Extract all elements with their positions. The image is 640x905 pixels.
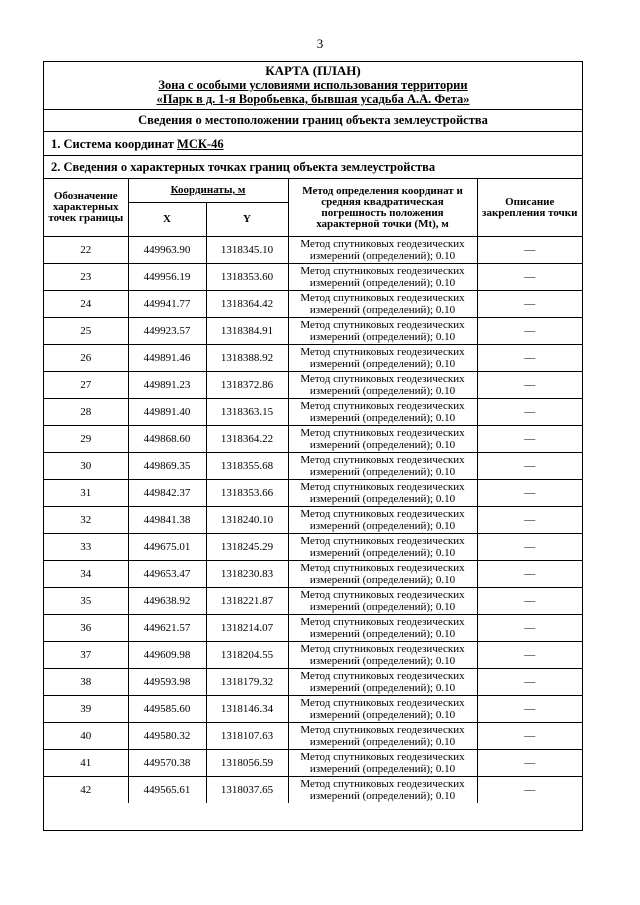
- table-row: [44, 399, 582, 426]
- cell-method: [288, 372, 477, 399]
- cell-point-id: 40: [44, 723, 128, 750]
- method-line-2: измерений (определений); 0.10: [309, 439, 456, 451]
- method-line-1: Метод спутниковых геодезических: [300, 319, 465, 331]
- method-line-1: Метод спутниковых геодезических: [300, 643, 465, 655]
- cell-y: 1318037.65: [206, 777, 288, 804]
- table-body: [44, 237, 582, 804]
- table-row: [44, 426, 582, 453]
- cell-method: [288, 534, 477, 561]
- method-line-2: измерений (определений); 0.10: [309, 709, 456, 721]
- cell-y: 1318214.07: [206, 615, 288, 642]
- cell-x: 449891.23: [128, 372, 206, 399]
- cell-point-id: 33: [44, 534, 128, 561]
- table-row: [44, 318, 582, 345]
- table-row: [44, 696, 582, 723]
- cell-method: [288, 615, 477, 642]
- cell-point-id: 26: [44, 345, 128, 372]
- cell-y: 1318179.32: [206, 669, 288, 696]
- cell-y: 1318107.63: [206, 723, 288, 750]
- cell-method: [288, 318, 477, 345]
- cell-x: 449675.01: [128, 534, 206, 561]
- method-line-1: Метод спутниковых геодезических: [300, 373, 465, 385]
- cell-x: 449869.35: [128, 453, 206, 480]
- method-line-2: измерений (определений); 0.10: [309, 250, 456, 262]
- cell-method: [288, 507, 477, 534]
- method-line-2: измерений (определений); 0.10: [309, 304, 456, 316]
- cell-mark: —: [477, 507, 582, 534]
- cell-method: [288, 345, 477, 372]
- table-row: [44, 723, 582, 750]
- method-line-2: измерений (определений); 0.10: [309, 601, 456, 613]
- method-line-1: Метод спутниковых геодезических: [300, 670, 465, 682]
- cell-y: 1318353.60: [206, 264, 288, 291]
- cell-mark: —: [477, 669, 582, 696]
- cell-mark: —: [477, 291, 582, 318]
- coord-system-label: 1. Система координат: [51, 137, 174, 151]
- cell-x: 449609.98: [128, 642, 206, 669]
- method-line-1: Метод спутниковых геодезических: [300, 724, 465, 736]
- cell-mark: —: [477, 615, 582, 642]
- method-line-1: Метод спутниковых геодезических: [300, 400, 465, 412]
- table-row: [44, 237, 582, 264]
- header-coordinates: Координаты, м: [128, 179, 288, 203]
- cell-method: [288, 669, 477, 696]
- method-line-2: измерений (определений); 0.10: [309, 790, 456, 802]
- cell-method: [288, 426, 477, 453]
- method-line-1: Метод спутниковых геодезических: [300, 562, 465, 574]
- coord-system-row: [44, 132, 582, 156]
- cell-method: [288, 642, 477, 669]
- cell-y: 1318353.66: [206, 480, 288, 507]
- cell-point-id: 41: [44, 750, 128, 777]
- cell-y: 1318355.68: [206, 453, 288, 480]
- header-method: Метод определения координат и средняя квадратическая погрешность положения характерной точки (Mt), м: [288, 179, 477, 237]
- cell-point-id: 36: [44, 615, 128, 642]
- method-line-2: измерений (определений); 0.10: [309, 493, 456, 505]
- cell-x: 449841.38: [128, 507, 206, 534]
- table-row: [44, 669, 582, 696]
- cell-mark: —: [477, 777, 582, 804]
- cell-point-id: 31: [44, 480, 128, 507]
- method-line-2: измерений (определений); 0.10: [309, 655, 456, 667]
- cell-point-id: 22: [44, 237, 128, 264]
- table-row: [44, 561, 582, 588]
- cell-mark: —: [477, 399, 582, 426]
- cell-point-id: 28: [44, 399, 128, 426]
- cell-x: 449842.37: [128, 480, 206, 507]
- cell-x: 449923.57: [128, 318, 206, 345]
- cell-x: 449941.77: [128, 291, 206, 318]
- cell-y: 1318363.15: [206, 399, 288, 426]
- cell-point-id: 34: [44, 561, 128, 588]
- cell-point-id: 30: [44, 453, 128, 480]
- cell-method: [288, 588, 477, 615]
- cell-mark: —: [477, 345, 582, 372]
- cell-y: 1318388.92: [206, 345, 288, 372]
- cell-point-id: 35: [44, 588, 128, 615]
- header-designation: Обозначение характерных точек границы: [44, 179, 128, 237]
- cell-method: [288, 750, 477, 777]
- cell-x: 449868.60: [128, 426, 206, 453]
- cell-point-id: 32: [44, 507, 128, 534]
- method-line-2: измерений (определений); 0.10: [309, 331, 456, 343]
- table-row: [44, 507, 582, 534]
- document-title: КАРТА (ПЛАН): [265, 63, 361, 78]
- cell-method: [288, 237, 477, 264]
- method-line-1: Метод спутниковых геодезических: [300, 589, 465, 601]
- cell-point-id: 24: [44, 291, 128, 318]
- method-line-1: Метод спутниковых геодезических: [300, 454, 465, 466]
- boundary-points-table: [44, 178, 582, 803]
- method-line-1: Метод спутниковых геодезических: [300, 481, 465, 493]
- cell-mark: —: [477, 426, 582, 453]
- method-line-1: Метод спутниковых геодезических: [300, 751, 465, 763]
- table-row: [44, 615, 582, 642]
- header-description: Описание закрепления точки: [477, 179, 582, 237]
- cell-mark: —: [477, 696, 582, 723]
- title-block: [44, 62, 582, 110]
- method-line-1: Метод спутниковых геодезических: [300, 508, 465, 520]
- cell-method: [288, 291, 477, 318]
- cell-y: 1318245.29: [206, 534, 288, 561]
- coord-system-value: МСК-46: [177, 137, 224, 151]
- cell-mark: —: [477, 480, 582, 507]
- cell-mark: —: [477, 318, 582, 345]
- cell-y: 1318056.59: [206, 750, 288, 777]
- cell-y: 1318230.83: [206, 561, 288, 588]
- cell-point-id: 37: [44, 642, 128, 669]
- cell-method: [288, 696, 477, 723]
- points-section-heading: 2. Сведения о характерных точках границ объекта землеустройства: [51, 160, 436, 174]
- cell-x: 449956.19: [128, 264, 206, 291]
- cell-mark: —: [477, 237, 582, 264]
- cell-mark: —: [477, 588, 582, 615]
- table-row: [44, 777, 582, 804]
- table-row: [44, 588, 582, 615]
- cell-x: 449570.38: [128, 750, 206, 777]
- method-line-1: Метод спутниковых геодезических: [300, 427, 465, 439]
- table-row: [44, 291, 582, 318]
- method-line-1: Метод спутниковых геодезических: [300, 778, 465, 790]
- cell-mark: —: [477, 372, 582, 399]
- method-line-2: измерений (определений); 0.10: [309, 682, 456, 694]
- cell-point-id: 38: [44, 669, 128, 696]
- cell-x: 449891.40: [128, 399, 206, 426]
- method-line-2: измерений (определений); 0.10: [309, 547, 456, 559]
- cell-x: 449653.47: [128, 561, 206, 588]
- method-line-1: Метод спутниковых геодезических: [300, 535, 465, 547]
- table-row: [44, 264, 582, 291]
- cell-method: [288, 453, 477, 480]
- method-line-2: измерений (определений); 0.10: [309, 466, 456, 478]
- cell-x: 449580.32: [128, 723, 206, 750]
- section-info-heading: Сведения о местоположении границ объекта землеустройства: [44, 110, 582, 132]
- cell-y: 1318221.87: [206, 588, 288, 615]
- cell-point-id: 29: [44, 426, 128, 453]
- cell-mark: —: [477, 750, 582, 777]
- table-row: [44, 480, 582, 507]
- header-y: Y: [206, 203, 288, 237]
- table-row: [44, 534, 582, 561]
- cell-point-id: 42: [44, 777, 128, 804]
- method-line-1: Метод спутниковых геодезических: [300, 265, 465, 277]
- method-line-1: Метод спутниковых геодезических: [300, 346, 465, 358]
- method-line-2: измерений (определений); 0.10: [309, 385, 456, 397]
- cell-y: 1318364.22: [206, 426, 288, 453]
- method-line-2: измерений (определений); 0.10: [309, 736, 456, 748]
- cell-y: 1318204.55: [206, 642, 288, 669]
- cell-method: [288, 561, 477, 588]
- method-line-1: Метод спутниковых геодезических: [300, 616, 465, 628]
- table-row: [44, 345, 582, 372]
- cell-y: 1318240.10: [206, 507, 288, 534]
- method-line-1: Метод спутниковых геодезических: [300, 697, 465, 709]
- cell-mark: —: [477, 264, 582, 291]
- cell-x: 449621.57: [128, 615, 206, 642]
- cell-method: [288, 777, 477, 804]
- method-line-2: измерений (определений); 0.10: [309, 277, 456, 289]
- method-line-2: измерений (определений); 0.10: [309, 520, 456, 532]
- cell-method: [288, 264, 477, 291]
- cell-y: 1318345.10: [206, 237, 288, 264]
- cell-method: [288, 723, 477, 750]
- document-subtitle-object: «Парк в д. 1-я Воробьевка, бывшая усадьба А.А. Фета»: [156, 92, 470, 106]
- cell-x: 449585.60: [128, 696, 206, 723]
- cell-point-id: 39: [44, 696, 128, 723]
- cell-y: 1318384.91: [206, 318, 288, 345]
- document-subtitle-zone: Зона с особыми условиями использования территории: [158, 78, 468, 92]
- cell-x: 449963.90: [128, 237, 206, 264]
- cell-mark: —: [477, 534, 582, 561]
- table-row: [44, 642, 582, 669]
- document-sheet: [43, 61, 583, 831]
- cell-mark: —: [477, 642, 582, 669]
- cell-mark: —: [477, 453, 582, 480]
- cell-x: 449638.92: [128, 588, 206, 615]
- table-row: [44, 372, 582, 399]
- cell-method: [288, 399, 477, 426]
- cell-x: 449565.61: [128, 777, 206, 804]
- method-line-1: Метод спутниковых геодезических: [300, 292, 465, 304]
- method-line-2: измерений (определений); 0.10: [309, 358, 456, 370]
- method-line-1: Метод спутниковых геодезических: [300, 238, 465, 250]
- cell-x: 449593.98: [128, 669, 206, 696]
- method-line-2: измерений (определений); 0.10: [309, 574, 456, 586]
- cell-mark: —: [477, 561, 582, 588]
- header-x: X: [128, 203, 206, 237]
- cell-point-id: 23: [44, 264, 128, 291]
- cell-mark: —: [477, 723, 582, 750]
- method-line-2: измерений (определений); 0.10: [309, 628, 456, 640]
- table-row: [44, 453, 582, 480]
- cell-method: [288, 480, 477, 507]
- cell-y: 1318372.86: [206, 372, 288, 399]
- table-row: [44, 750, 582, 777]
- cell-point-id: 25: [44, 318, 128, 345]
- method-line-2: измерений (определений); 0.10: [309, 763, 456, 775]
- method-line-2: измерений (определений); 0.10: [309, 412, 456, 424]
- page-number: 3: [316, 36, 324, 51]
- cell-point-id: 27: [44, 372, 128, 399]
- cell-y: 1318146.34: [206, 696, 288, 723]
- cell-x: 449891.46: [128, 345, 206, 372]
- cell-y: 1318364.42: [206, 291, 288, 318]
